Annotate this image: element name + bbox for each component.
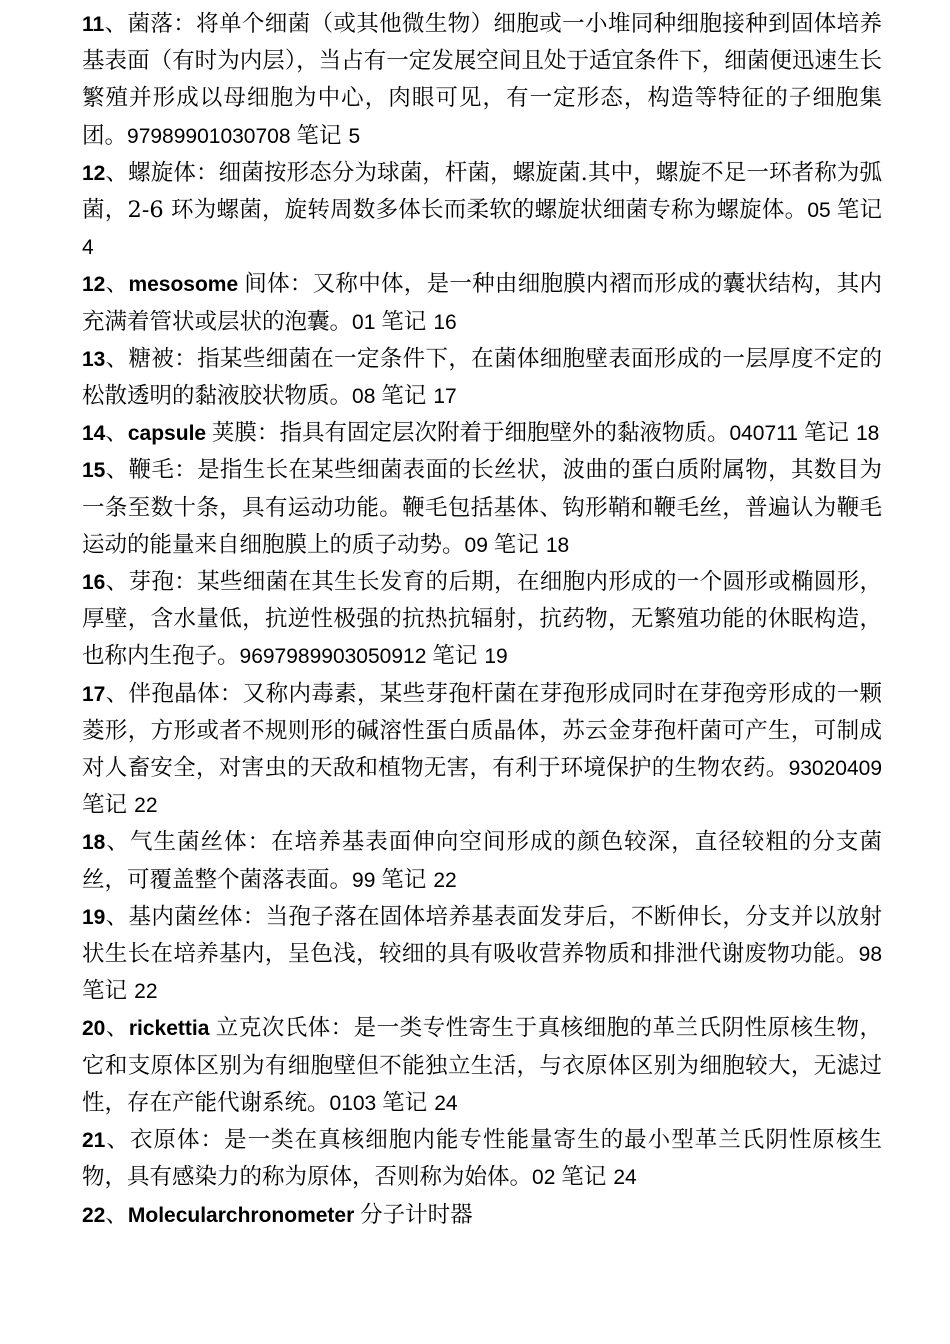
entry-separator: 、	[105, 1127, 130, 1154]
entry-separator: 、	[105, 420, 128, 447]
entry-term-chinese: 立克次氏体：	[215, 1015, 354, 1042]
document-page	[82, 6, 882, 1234]
entry-definition: 是一类在真核细胞内能专性能量寄生的最小型革兰氏阴性原核生物，具有感染力的称为原体，否则称为始体。	[82, 1127, 882, 1191]
entry-ref-code: 93020409	[788, 757, 882, 781]
glossary-entry	[82, 1197, 882, 1234]
entry-ref-note: 笔记	[381, 383, 434, 410]
entry-term-chinese: 芽孢：	[128, 569, 198, 596]
entry-ref-code: 98	[858, 943, 882, 967]
entry-number: 18	[82, 831, 106, 855]
entry-ref-note: 笔记	[382, 1089, 435, 1116]
entry-number: 17	[82, 682, 106, 706]
glossary-entry	[82, 1122, 882, 1196]
entry-separator: 、	[104, 11, 128, 37]
entry-separator: 、	[105, 345, 129, 372]
entry-ref-page: 18	[545, 533, 570, 557]
glossary-entry	[82, 266, 882, 340]
entry-ref-code: 040711	[729, 422, 804, 446]
entry-number: 14	[82, 422, 106, 446]
entry-ref-note: 笔记	[836, 197, 882, 224]
entry-ref-note: 笔记	[803, 420, 856, 447]
entry-term-chinese: 菌落：	[127, 11, 197, 37]
entry-term-chinese: 伴孢晶体：	[128, 680, 243, 707]
entry-ref-code: 97989901030708	[127, 124, 297, 148]
glossary-entry	[82, 415, 882, 452]
entry-ref-note: 笔记	[82, 978, 135, 1005]
entry-term-chinese: 螺旋体：	[128, 159, 219, 186]
entry-ref-page: 16	[433, 310, 457, 334]
entry-ref-note: 笔记	[381, 308, 434, 335]
entry-ref-code: 99	[352, 868, 382, 892]
glossary-entry	[82, 824, 882, 898]
entry-ref-page: 18	[855, 422, 880, 446]
entry-ref-page: 5	[348, 124, 361, 148]
entry-ref-code: 05	[807, 199, 837, 223]
glossary-entry	[82, 564, 882, 676]
entry-definition: 将单个细菌（或其他微生物）细胞或一小堆同种细胞接种到固体培养基表面（有时为内层），当占有一定发展空间且处于适宜条件下，细菌便迅速生长繁殖并形成以母细胞为中心，肉眼可见，有一定形态，构造等特征的子细胞集团。	[82, 11, 882, 149]
entry-ref-code: 01	[352, 310, 382, 334]
entry-term-chinese: 基内菌丝体：	[128, 903, 266, 930]
entry-ref-code: 02	[532, 1166, 562, 1190]
entry-term-english: mesosome	[128, 273, 245, 297]
entry-number: 15	[82, 459, 106, 483]
entry-term-chinese: 衣原体：	[129, 1127, 225, 1154]
entry-term-english: rickettia	[128, 1017, 216, 1041]
entry-term-chinese: 气生菌丝体：	[129, 829, 272, 856]
entry-separator: 、	[105, 457, 129, 484]
entry-definition: 某些细菌在其生长发育的后期，在细胞内形成的一个圆形或椭圆形，厚壁，含水量低，抗逆性极强的抗热抗辐射，抗药物，无繁殖功能的休眠构造，也称内生孢子。	[82, 569, 882, 670]
entry-separator: 、	[105, 829, 130, 856]
entry-number: 11	[82, 13, 105, 36]
entry-ref-page: 22	[134, 794, 158, 818]
entry-ref-code: 9697989903050912	[239, 645, 433, 669]
entry-definition: 指某些细菌在一定条件下，在菌体细胞壁表面形成的一层厚度不定的松散透明的黏液胶状物质。	[82, 345, 882, 410]
entry-ref-note: 笔记	[82, 792, 135, 819]
entry-definition: 当孢子落在固体培养基表面发芽后，不断伸长，分支并以放射状生长在培养基内，呈色浅，较细的具有吸收营养物质和排泄代谢废物功能。	[82, 903, 882, 968]
glossary-entry	[82, 452, 882, 564]
entry-ref-note: 笔记	[432, 643, 485, 670]
entry-number: 12	[82, 273, 106, 297]
entry-ref-page: 4	[82, 236, 94, 260]
glossary-entry	[82, 6, 882, 155]
entry-number: 21	[82, 1129, 106, 1153]
entry-separator: 、	[105, 1015, 129, 1042]
glossary-entry	[82, 676, 882, 825]
entry-term-chinese: 间体：	[244, 271, 313, 298]
glossary-entry	[82, 341, 882, 415]
entry-number: 20	[82, 1017, 106, 1041]
entry-ref-page: 22	[134, 980, 158, 1004]
entry-definition: 指具有固定层次附着于细胞壁外的黏液物质。	[279, 420, 730, 447]
entry-number: 16	[82, 571, 106, 595]
entry-definition: 细菌按形态分为球菌，杆菌，螺旋菌.其中，螺旋不足一环者称为弧菌，2-6 环为螺菌，旋转周数多体长而柔软的螺旋状细菌专称为螺旋体。	[82, 159, 882, 224]
entry-term-english: Molecularchronometer	[127, 1203, 361, 1227]
entry-definition: 是一类专性寄生于真核细胞的革兰氏阴性原核生物，它和支原体区别为有细胞壁但不能独立生活，与衣原体区别为细胞较大，无滤过性，存在产能代谢系统。	[82, 1015, 882, 1116]
entry-separator: 、	[105, 680, 129, 707]
entry-ref-page: 19	[484, 645, 508, 669]
entry-definition: 又称中体，是一种由细胞膜内褶而形成的囊状结构，其内充满着管状或层状的泡囊。	[82, 271, 882, 335]
glossary-entry	[82, 155, 882, 267]
entry-ref-note: 笔记	[493, 531, 546, 558]
entry-ref-note: 笔记	[561, 1164, 614, 1191]
entry-ref-note: 笔记	[381, 866, 434, 893]
entry-term-chinese: 糖被：	[128, 345, 198, 372]
entry-separator: 、	[105, 159, 129, 186]
entry-ref-code: 09	[464, 533, 494, 557]
glossary-entry	[82, 899, 882, 1011]
entry-term-english: capsule	[127, 422, 212, 446]
glossary-entry	[82, 1010, 882, 1122]
entry-separator: 、	[105, 569, 129, 596]
glossary-list	[82, 6, 882, 1234]
entry-ref-page: 22	[433, 868, 457, 892]
entry-definition: 又称内毒素，某些芽孢杆菌在芽孢形成同时在芽孢旁形成的一颗菱形，方形或者不规则形的碱溶性蛋白质晶体，苏云金芽孢杆菌可产生，可制成对人畜安全，对害虫的天敌和植物无害，有利于环境保护的生物农药。	[82, 680, 882, 782]
entry-separator: 、	[105, 1201, 128, 1228]
entry-term-chinese: 分子计时器	[360, 1201, 473, 1228]
entry-ref-page: 24	[434, 1091, 458, 1115]
entry-separator: 、	[105, 903, 129, 930]
entry-definition: 是指生长在某些细菌表面的长丝状，波曲的蛋白质附属物，其数目为一条至数十条，具有运动功能。鞭毛包括基体、钩形鞘和鞭毛丝，普遍认为鞭毛运动的能量来自细胞膜上的质子动势。	[82, 457, 882, 558]
entry-ref-note: 笔记	[296, 122, 349, 149]
entry-number: 22	[82, 1203, 106, 1227]
entry-ref-page: 17	[433, 385, 457, 409]
entry-ref-page: 24	[613, 1166, 637, 1190]
entry-number: 19	[82, 905, 106, 929]
entry-term-chinese: 鞭毛：	[128, 457, 198, 484]
entry-number: 12	[82, 161, 106, 185]
entry-ref-code: 08	[352, 385, 382, 409]
entry-ref-code: 0103	[329, 1091, 383, 1115]
entry-number: 13	[82, 347, 106, 371]
entry-definition: 在培养基表面伸向空间形成的颜色较深，直径较粗的分支菌丝，可覆盖整个菌落表面。	[82, 829, 882, 893]
entry-term-chinese: 荚膜：	[211, 420, 280, 447]
entry-separator: 、	[105, 271, 129, 298]
